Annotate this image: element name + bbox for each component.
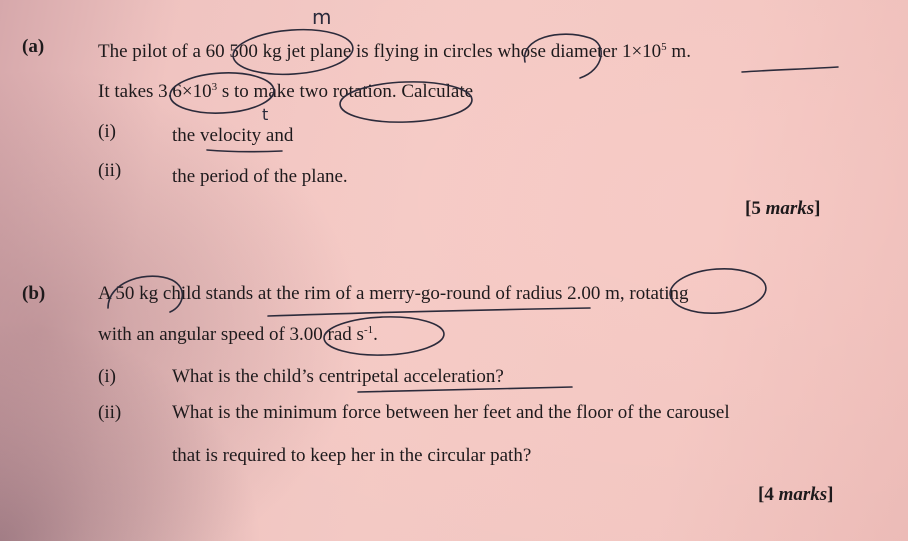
stem-text: A 50 kg child stands at the rim of a merry-go-round of radius <box>98 283 568 304</box>
angular-speed-value: 3.00 rad $s^{-1}$ <box>289 324 374 345</box>
question-a-marks: [5 marks] <box>745 198 821 219</box>
radius-value: 2.00 m, <box>567 283 625 304</box>
velocity-word: velocity <box>199 125 262 146</box>
question-a-stem-line2 <box>98 81 473 103</box>
stem-text: jet plane is flying in circles whose diameter <box>281 41 622 62</box>
question-b-label: (b) <box>22 283 46 304</box>
underline-diameter <box>742 67 838 72</box>
question-a-part-ii-num: (ii) <box>98 160 122 181</box>
stem-text: rotating <box>624 283 689 304</box>
stem-text: to make <box>229 81 300 102</box>
question-b-part-i-num: (i) <box>98 366 116 387</box>
stem-text: with an angular speed of <box>98 324 290 345</box>
question-b-stem-line1 <box>98 283 688 305</box>
handwritten-t: t <box>262 105 269 124</box>
question-b-part-ii-text-line2: that is required to keep her in the circular path? <box>172 445 532 466</box>
question-b-part-i-text: What is the child’s centripetal acceleration? <box>172 366 504 387</box>
rotations-value: two rotation. <box>299 81 397 102</box>
question-a-part-i-text: the velocity and <box>172 125 294 146</box>
question-a-label: (a) <box>22 36 45 57</box>
question-b-stem-line2: with an angular speed of 3.00 rad $s^{-1}$. <box>98 324 378 345</box>
question-b-part-ii-num: (ii) <box>98 402 122 423</box>
stem-text: It takes <box>98 81 159 102</box>
stem-text: Calculate <box>396 81 474 102</box>
stem-text: The pilot of a <box>98 41 206 62</box>
question-b-marks: [4 marks] <box>758 484 834 505</box>
question-b-part-ii-text-line1: What is the minimum force between her feet and the floor of the carousel <box>172 402 730 423</box>
underline-velocity <box>207 150 282 152</box>
mass-value: 60 500 kg <box>205 41 282 62</box>
handwritten-m: m <box>312 5 332 29</box>
question-a-part-ii-text: the period of the plane. <box>172 166 348 187</box>
underline-rim <box>268 308 590 316</box>
diameter-value: $1\times 10^5$ m. <box>621 41 691 62</box>
question-a-part-i-num: (i) <box>98 121 116 142</box>
question-a-stem-line1 <box>98 41 691 63</box>
time-value: $3.6\times 10^3$ s <box>158 81 230 102</box>
